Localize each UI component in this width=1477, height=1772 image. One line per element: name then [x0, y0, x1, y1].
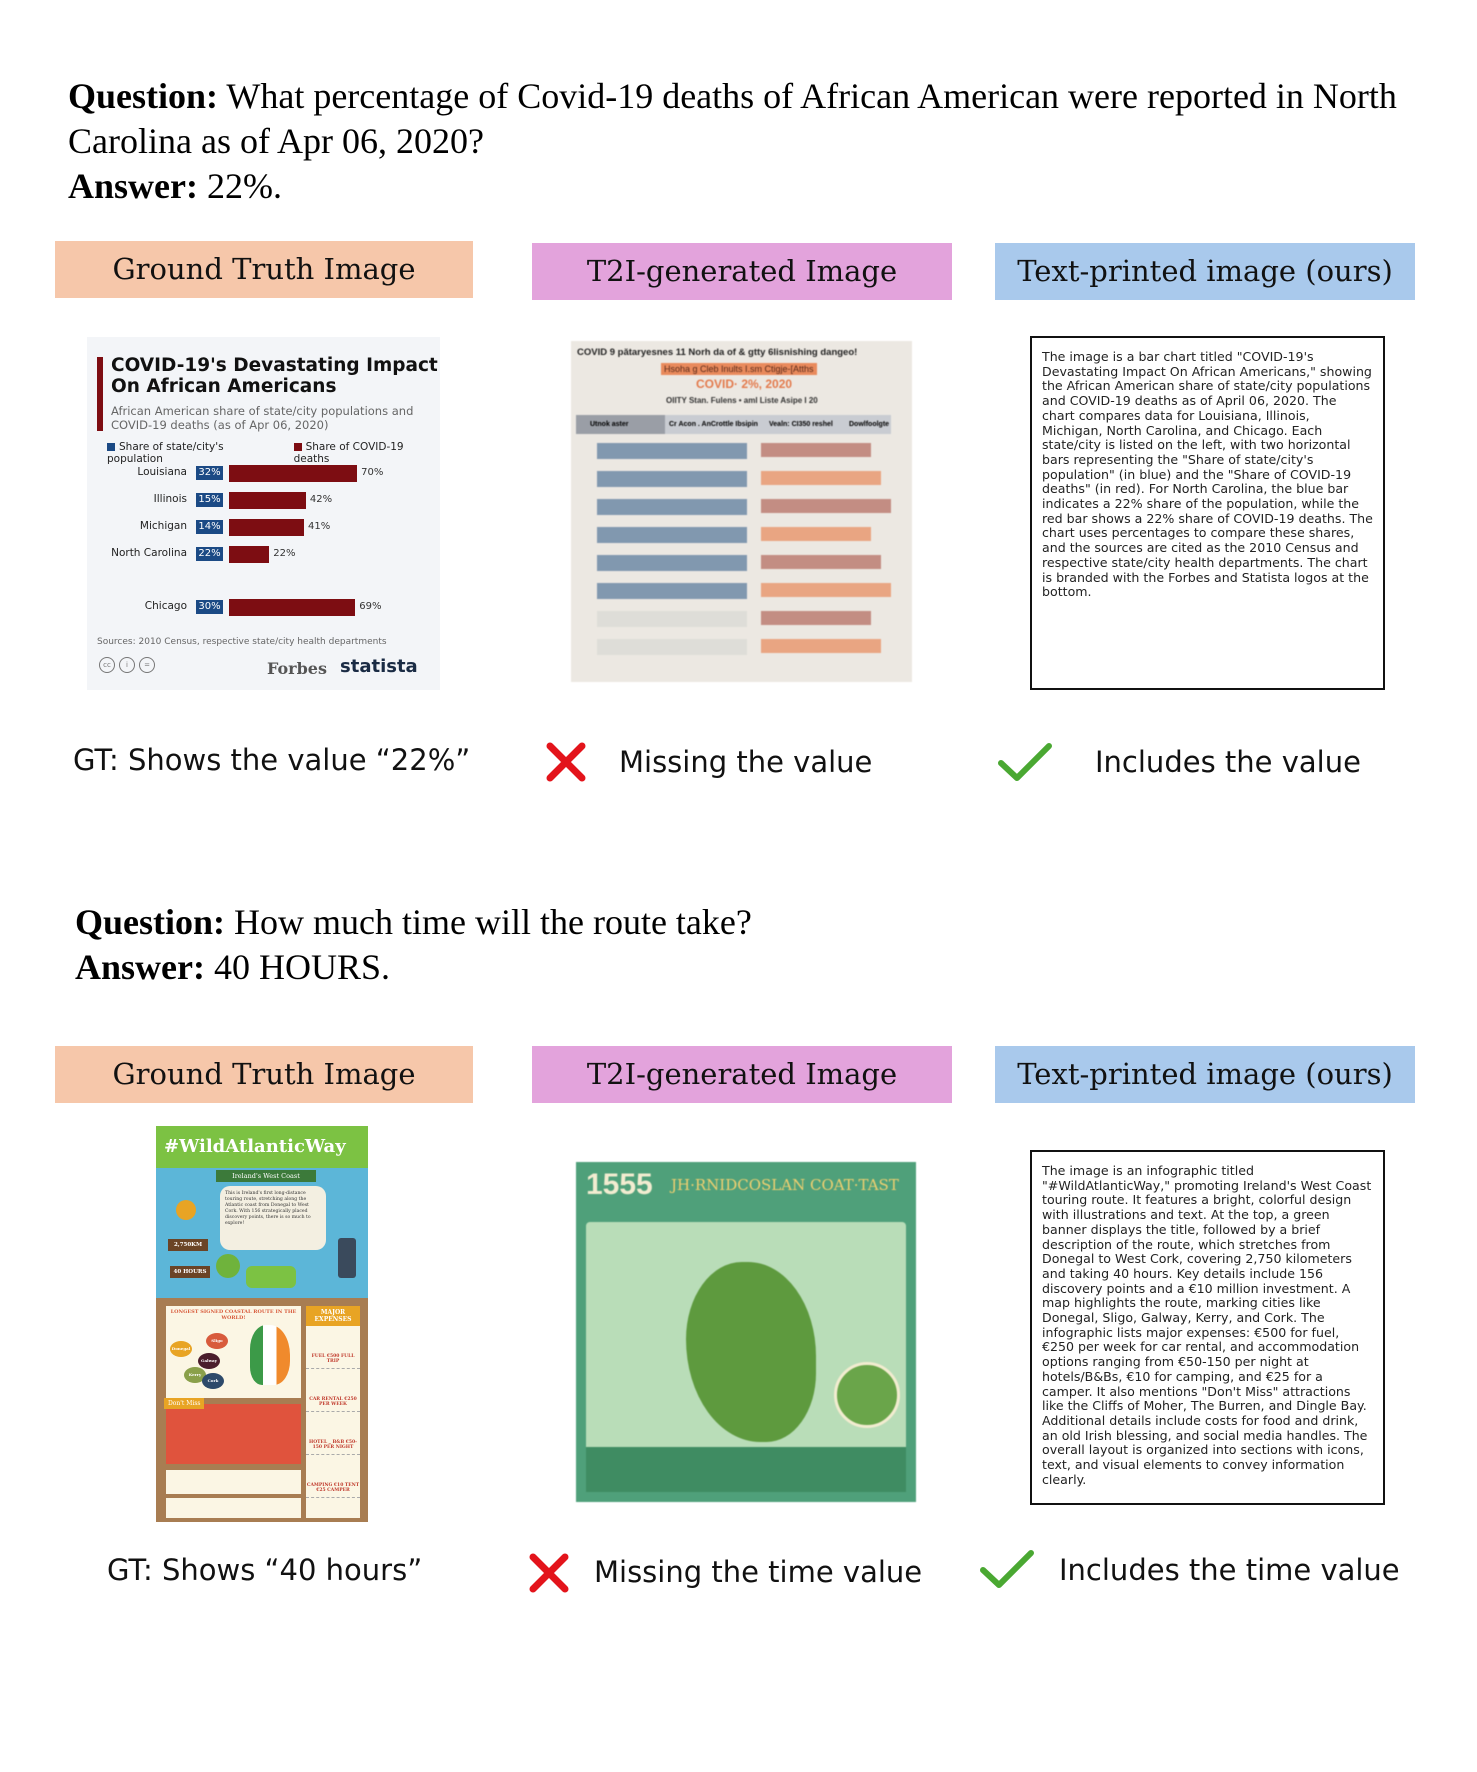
- garbled-date: COVID· 2%, 2020: [696, 377, 793, 391]
- legend-label: Share of COVID-19 deaths: [293, 441, 404, 465]
- header-ground-truth: Ground Truth Image: [55, 241, 473, 298]
- cross-icon: [545, 741, 587, 783]
- cost-item: FUEL €500 FULL TRIP: [306, 1354, 360, 1369]
- population-value-badge: 14%: [196, 520, 223, 534]
- expenses-title: MAJOR EXPENSES: [306, 1306, 360, 1326]
- population-value-badge: 30%: [196, 600, 223, 614]
- garbled-red-bar: [761, 443, 871, 457]
- garbled-blue-bar: [597, 471, 747, 487]
- t2i-map-image: [576, 1162, 916, 1502]
- no-derivatives-icon: =: [139, 657, 155, 673]
- attribution-icon: i: [119, 657, 135, 673]
- covid-chart: [87, 337, 440, 690]
- garbled-blue-bar: [597, 611, 747, 627]
- deaths-bar: [229, 519, 304, 536]
- deaths-value-label: 22%: [273, 548, 296, 559]
- city-list: [166, 1321, 301, 1391]
- deaths-bar: [229, 492, 306, 509]
- legend-swatch: [294, 443, 302, 451]
- title-accent: [97, 357, 103, 431]
- legend-item-deaths: [294, 441, 440, 465]
- phone-icon: [338, 1238, 356, 1278]
- garbled-red-bar: [761, 583, 891, 597]
- category-label: North Carolina: [111, 547, 187, 559]
- caption-gt-1: GT: Shows the value “22%”: [73, 743, 471, 777]
- deaths-value-label: 69%: [359, 601, 382, 612]
- check-icon: [979, 1548, 1035, 1590]
- sun-icon: [176, 1200, 196, 1220]
- garbled-tab: Cr Acon . AnCrottle Ibsipin: [669, 421, 758, 428]
- deaths-value-label: 41%: [308, 521, 331, 532]
- food-panel: [166, 1498, 301, 1518]
- banner: Ireland's West Coast: [216, 1170, 316, 1182]
- header-t2i: T2I-generated Image: [532, 1046, 952, 1103]
- header-t2i: T2I-generated Image: [532, 243, 952, 300]
- sign-hours: 40 HOURS: [170, 1266, 210, 1278]
- answer-label: Answer:: [75, 947, 205, 987]
- infographic-title: #WildAtlanticWay: [156, 1126, 368, 1168]
- header-ground-truth: Ground Truth Image: [55, 1046, 473, 1103]
- speech-bubble: This is Ireland's first long-distance touring route, stretching along the Atlantic coast from Donegal to West Cork. With 156 strategically placed discovery points, there is so much to explore!: [220, 1186, 326, 1250]
- cross-icon: [528, 1552, 570, 1594]
- sign-distance: 2,750KM: [168, 1239, 208, 1251]
- caption-ours-2: Includes the time value: [1059, 1553, 1400, 1587]
- city-bubble: Donegal: [170, 1341, 192, 1357]
- city-bubble: Kerry: [184, 1367, 206, 1383]
- answer-label: Answer:: [68, 166, 198, 206]
- cost-item: HOTEL _ B&B €50-150 PER NIGHT: [306, 1440, 360, 1455]
- garbled-header-row: [576, 415, 891, 434]
- garbled-line: OIITY Stan. Fulens • aml Liste Asipe I 20: [666, 396, 818, 405]
- garbled-title: COVID 9 pătaryesnes 11 Norh da of & gtty 6lisnishing dangeo!: [577, 347, 858, 358]
- caption-t2i-2: Missing the time value: [594, 1555, 923, 1589]
- garbled-red-bar: [761, 527, 871, 541]
- garbled-blue-bar: [597, 527, 747, 543]
- garbled-title: JH·RNIDCOSLAN COAT·TAST: [671, 1176, 899, 1194]
- check-icon: [997, 741, 1053, 783]
- city-bubble: Galway: [198, 1353, 220, 1369]
- deaths-bar: [229, 546, 269, 563]
- answer-text: 40 HOURS.: [204, 947, 391, 987]
- city-bubble: Cork: [202, 1373, 224, 1389]
- garbled-blue-bar: [597, 639, 747, 655]
- garbled-red-bar: [761, 471, 881, 485]
- garbled-red-bar: [761, 555, 881, 569]
- caption-t2i-1: Missing the value: [619, 745, 873, 779]
- chart-legend: [107, 441, 440, 465]
- category-label: Chicago: [144, 600, 187, 612]
- question-label: Question:: [68, 76, 219, 116]
- inset-circle: [834, 1362, 900, 1428]
- deaths-bar: [229, 465, 357, 482]
- deaths-value-label: 70%: [361, 467, 384, 478]
- garbled-red-bar: [761, 499, 891, 513]
- question-text: What percentage of Covid-19 deaths of African American were reported in North Carolina as of Apr 06, 2020?: [68, 76, 1397, 161]
- tree-icon: [216, 1254, 240, 1278]
- category-label: Michigan: [139, 520, 187, 532]
- population-value-badge: 22%: [196, 547, 223, 561]
- bus-icon: [246, 1266, 296, 1288]
- forbes-logo: Forbes: [267, 659, 327, 678]
- question-2: [75, 900, 1415, 990]
- caption-gt-2: GT: Shows “40 hours”: [107, 1553, 423, 1587]
- garbled-blue-bar: [597, 555, 747, 571]
- route-panel: [166, 1306, 301, 1398]
- garbled-blue-bar: [597, 443, 747, 459]
- header-ours: Text-printed image (ours): [995, 243, 1415, 300]
- cost-item: CAR RENTAL €250 PER WEEK: [306, 1397, 360, 1412]
- population-value-badge: 15%: [196, 493, 223, 507]
- category-label: Illinois: [153, 493, 187, 505]
- deaths-bar: [229, 599, 355, 616]
- garbled-red-bar: [761, 639, 881, 653]
- legend-item-population: [107, 441, 280, 465]
- category-label: Louisiana: [137, 466, 187, 478]
- blessing-panel: [166, 1470, 301, 1494]
- legend-label: Share of state/city's population: [107, 441, 224, 465]
- dont-miss-label: Don't Miss: [164, 1398, 204, 1409]
- chart-subtitle: African American share of state/city populations and COVID-19 deaths (as of Apr 06, 2020): [111, 404, 414, 432]
- cost-item: CAMPING €10 TENT €25 CAMPER: [306, 1483, 360, 1498]
- map-footer: [586, 1447, 906, 1492]
- chart-source: Sources: 2010 Census, respective state/city health departments: [97, 637, 387, 647]
- garbled-tab: Vealn: CI350 reshel: [769, 421, 833, 428]
- legend-swatch: [107, 443, 115, 451]
- t2i-chart-image: [571, 341, 912, 682]
- route-title: LONGEST SIGNED COASTAL ROUTE IN THE WORLD!: [170, 1309, 297, 1321]
- answer-text: 22%.: [197, 166, 282, 206]
- deaths-value-label: 42%: [309, 494, 333, 505]
- cc-icon: cc: [99, 657, 115, 673]
- statista-logo: statista: [340, 656, 418, 677]
- garbled-tab: Utnok aster: [576, 415, 665, 434]
- caption-ours-1: Includes the value: [1095, 745, 1361, 779]
- cc-license-icons: [99, 657, 155, 673]
- question-1: [68, 74, 1408, 209]
- text-printed-image-1: The image is a bar chart titled "COVID-19's Devastating Impact On African Americans," showing the African American share of state/city populations and COVID-19 deaths as of April 06, 2020. The chart compares data for Louisiana, Illinois, Michigan, North Carolina, and Chicago. Each state/city is listed on the left, with two horizontal bars representing the "Share of state/city's population" (in blue) and the "Share of COVID-19 deaths" (in red). For North Carolina, the blue bar indicates a 22% share of the population, while the red bar shows a 22% share of COVID-19 deaths. The chart uses percentages to compare these shares, and the sources are cited as the 2010 Census and respective state/city health departments. The chart is branded with the Forbes and Statista logos at the bottom.: [1030, 336, 1385, 690]
- garbled-number: 1555: [586, 1168, 653, 1201]
- expenses-panel: [306, 1306, 360, 1518]
- garbled-blue-bar: [597, 499, 747, 515]
- dont-miss-panel: [166, 1400, 301, 1464]
- ireland-flag-map: [250, 1325, 290, 1385]
- wild-atlantic-infographic: [156, 1126, 368, 1522]
- text-printed-image-2: The image is an infographic titled "#WildAtlanticWay," promoting Ireland's West Coast touring route. It features a bright, colorful design with illustrations and text. At the top, a green banner displays the title, followed by a brief description of the route, which stretches from Donegal to West Cork, covering 2,750 kilometers and taking 40 hours. Key details include 156 discovery points and a €10 million investment. A map highlights the route, marking cities like Donegal, Sligo, Galway, Kerry, and Cork. The infographic lists major expenses: €500 for fuel, €250 per week for car rental, and accommodation options ranging from €50-150 per night at hotels/B&Bs, €10 for camping, and €25 for a camper. It also mentions "Don't Miss" attractions like the Cliffs of Moher, The Burren, and Dingle Bay. Additional details include costs for food and drink, an old Irish blessing, and social media handles. The overall layout is organized into sections with icons, text, and visual elements to convey information clearly.: [1030, 1150, 1385, 1505]
- garbled-tab: Dowlfoolgte: [849, 421, 890, 428]
- garbled-blue-bar: [597, 583, 747, 599]
- question-text: How much time will the route take?: [225, 902, 752, 942]
- cost-list: [306, 1354, 360, 1498]
- question-label: Question:: [75, 902, 226, 942]
- garbled-subtitle: Hsoha g Cleb Inults I.sm Ctigje-[Atths: [661, 363, 817, 375]
- header-ours: Text-printed image (ours): [995, 1046, 1415, 1103]
- city-bubble: Sligo: [206, 1333, 228, 1349]
- garbled-red-bar: [761, 611, 871, 625]
- population-value-badge: 32%: [196, 466, 223, 480]
- chart-title: COVID-19's Devastating Impact On African Americans: [111, 355, 438, 397]
